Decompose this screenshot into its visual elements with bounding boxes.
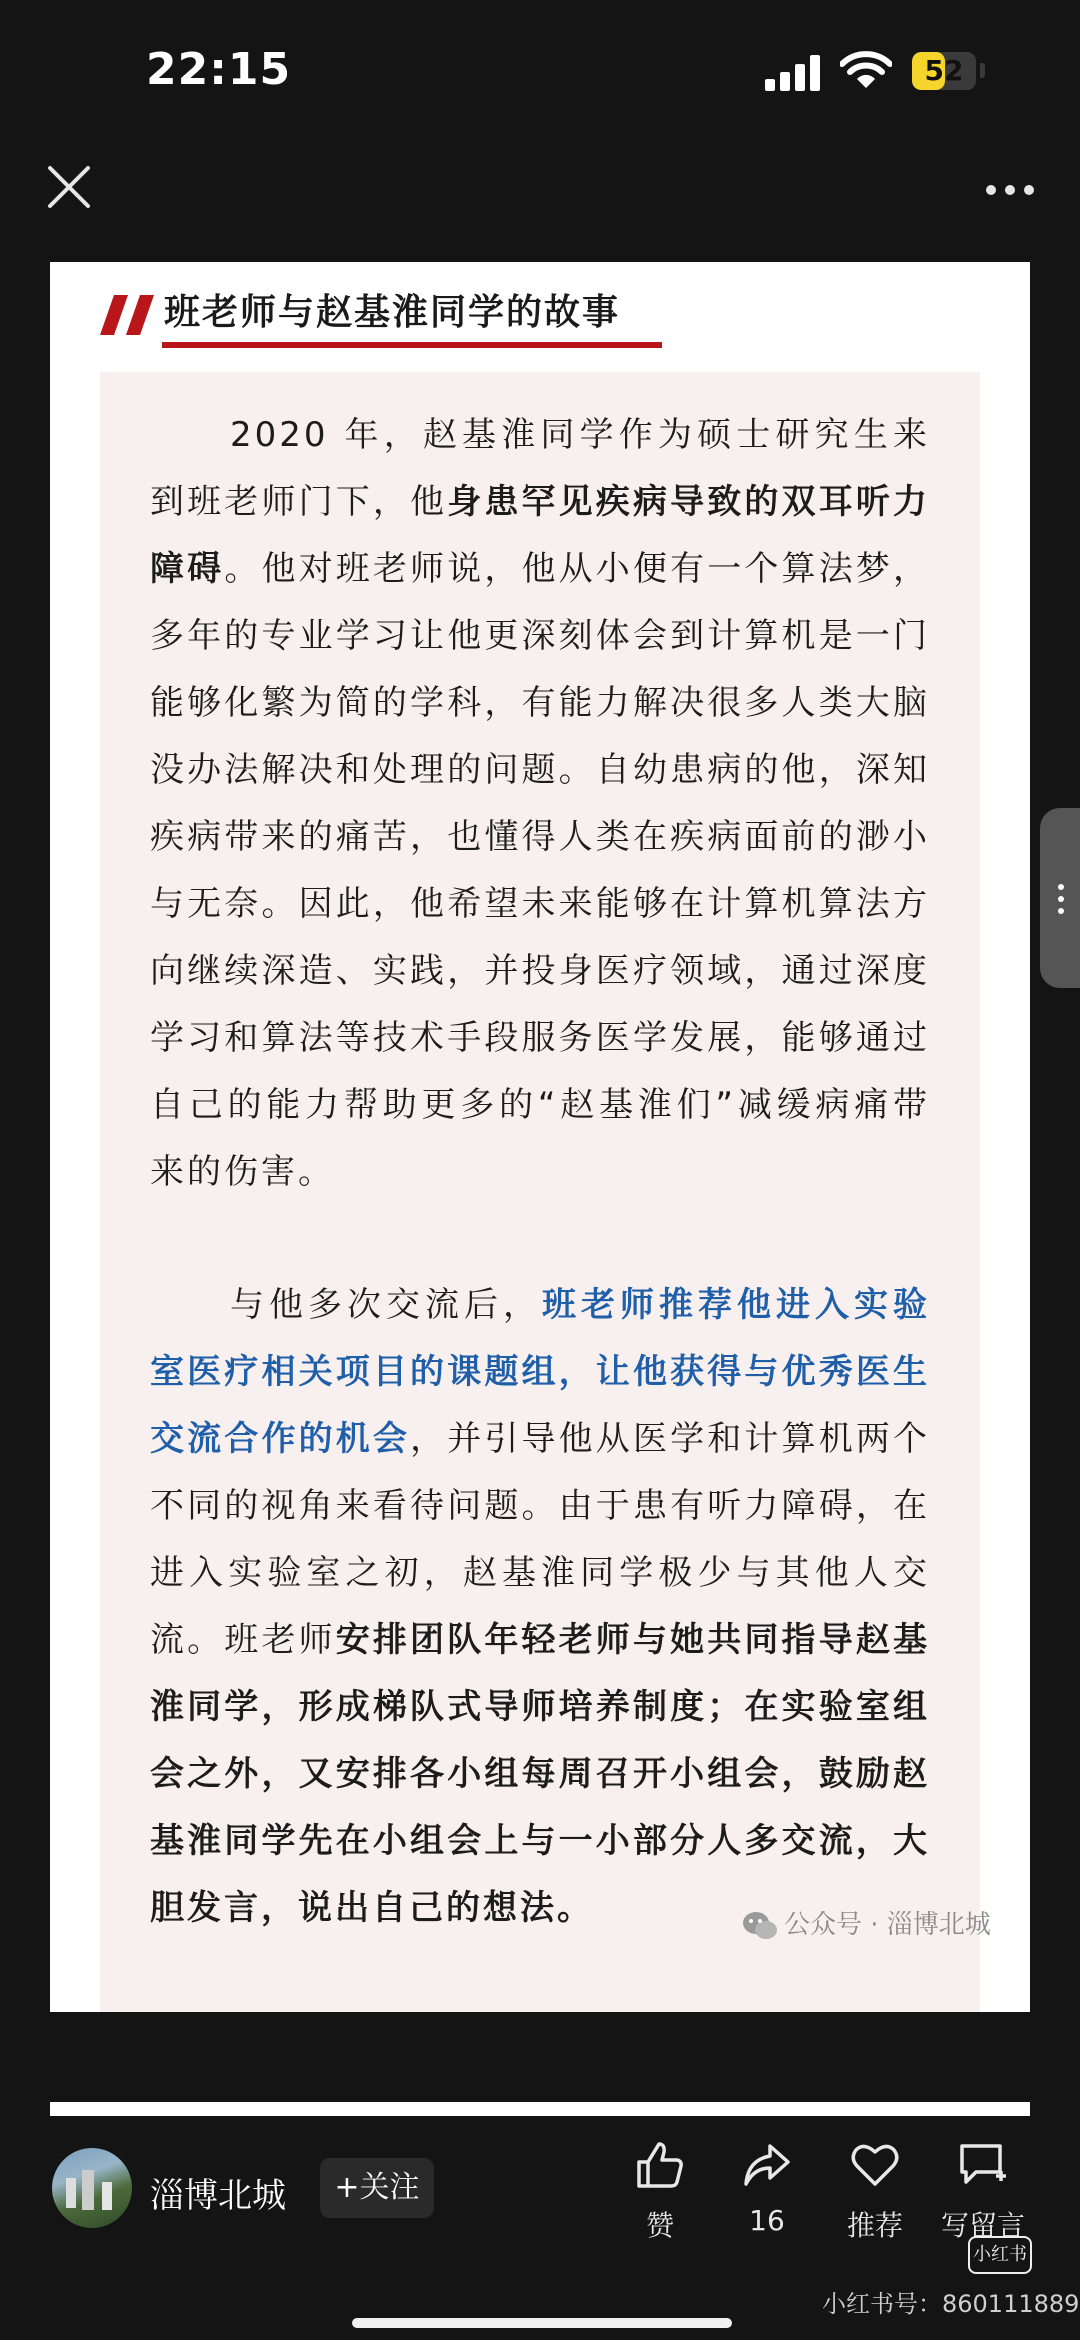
article-text-box xyxy=(100,372,980,2012)
more-icon[interactable] xyxy=(985,184,1035,196)
avatar[interactable] xyxy=(52,2148,132,2228)
watermark xyxy=(742,1904,991,1941)
article-image xyxy=(50,262,1030,2012)
recommend-label: 推荐 xyxy=(846,2209,903,2242)
article-paragraph-1 xyxy=(150,402,930,1206)
status-bar xyxy=(0,0,1080,140)
wechat-icon xyxy=(742,1911,778,1941)
share-count: 16 xyxy=(749,2204,785,2237)
top-bar xyxy=(0,140,1080,240)
battery-cap xyxy=(980,63,985,78)
heading-underline xyxy=(162,342,662,348)
share-button[interactable] xyxy=(712,2140,822,2237)
battery-percent: 52 xyxy=(924,54,964,87)
share-icon xyxy=(742,2140,792,2190)
wifi-icon xyxy=(840,50,892,90)
account-name[interactable]: 淄博北城 xyxy=(150,2176,286,2216)
signal-icon xyxy=(765,55,821,91)
text-segment-bold: 安排团队年轻老师与她共同指导赵基淮同学，形成梯队式导师培养制度；在实验室组会之外，又安排各小组每周召开小组会，鼓励赵基淮同学先在小组会上与一小部分人多交流，大胆发言，说出自己的想法。 xyxy=(150,1620,930,1928)
scroll-handle[interactable] xyxy=(1040,808,1080,988)
follow-button[interactable]: +关注 xyxy=(320,2158,434,2218)
watermark-text: 公众号 · 淄博北城 xyxy=(784,1910,991,1940)
text-segment-normal: ，并引导他从医学和计算机两个不同的视角来看待问题。由于患有听力障碍，在进入实验室之初，赵基淮同学极少与其他人交流。班老师 xyxy=(150,1419,931,1660)
article-paragraph-2 xyxy=(150,1272,930,1942)
comment-icon xyxy=(958,2140,1008,2190)
heart-icon xyxy=(850,2140,900,2190)
recommend-button[interactable] xyxy=(820,2140,930,2244)
text-segment-normal: 与他多次交流后， xyxy=(230,1285,542,1325)
comment-label: 写留言 xyxy=(940,2209,1025,2242)
battery-indicator xyxy=(912,52,976,90)
status-time: 22:15 xyxy=(146,44,292,95)
text-segment-blue: 班老师推荐他进入实验室医疗相关项目的课题组，让他获得与优秀医生交流合作的机会 xyxy=(150,1285,930,1459)
close-icon[interactable] xyxy=(46,164,92,210)
text-segment-bold: 身患罕见疾病导致的双耳听力障碍 xyxy=(150,482,931,589)
xhs-id: 小红书号：860111889 xyxy=(822,2290,1080,2318)
comment-button[interactable] xyxy=(928,2140,1038,2244)
like-label: 赞 xyxy=(645,2209,674,2242)
home-indicator[interactable] xyxy=(352,2318,732,2328)
article-heading: 班老师与赵基淮同学的故事 xyxy=(164,292,621,333)
heading-slash-icon xyxy=(100,295,158,335)
next-image-edge xyxy=(50,2102,1030,2116)
text-segment-normal: 。他对班老师说，他从小便有一个算法梦，多年的专业学习让他更深刻体会到计算机是一门能够化繁为简的学科，有能力解决很多人类大脑没办法解决和处理的问题。自幼患病的他，深知疾病带来的痛苦，也懂得人类在疾病面前的渺小与无奈。因此，他希望未来能够在计算机算法方向继续深造、实践，并投身医疗领域，通过深度学习和算法等技术手段服务医学发展，能够通过自己的能力帮助更多的“赵基淮们”减缓病痛带来的伤害。 xyxy=(150,549,931,1192)
text-segment-normal: 2020 年，赵基淮同学作为硕士研究生来到班老师门下，他 xyxy=(150,415,930,522)
like-button[interactable] xyxy=(605,2140,715,2244)
thumb-up-icon xyxy=(635,2140,685,2190)
xhs-logo: 小红书 xyxy=(968,2236,1032,2274)
